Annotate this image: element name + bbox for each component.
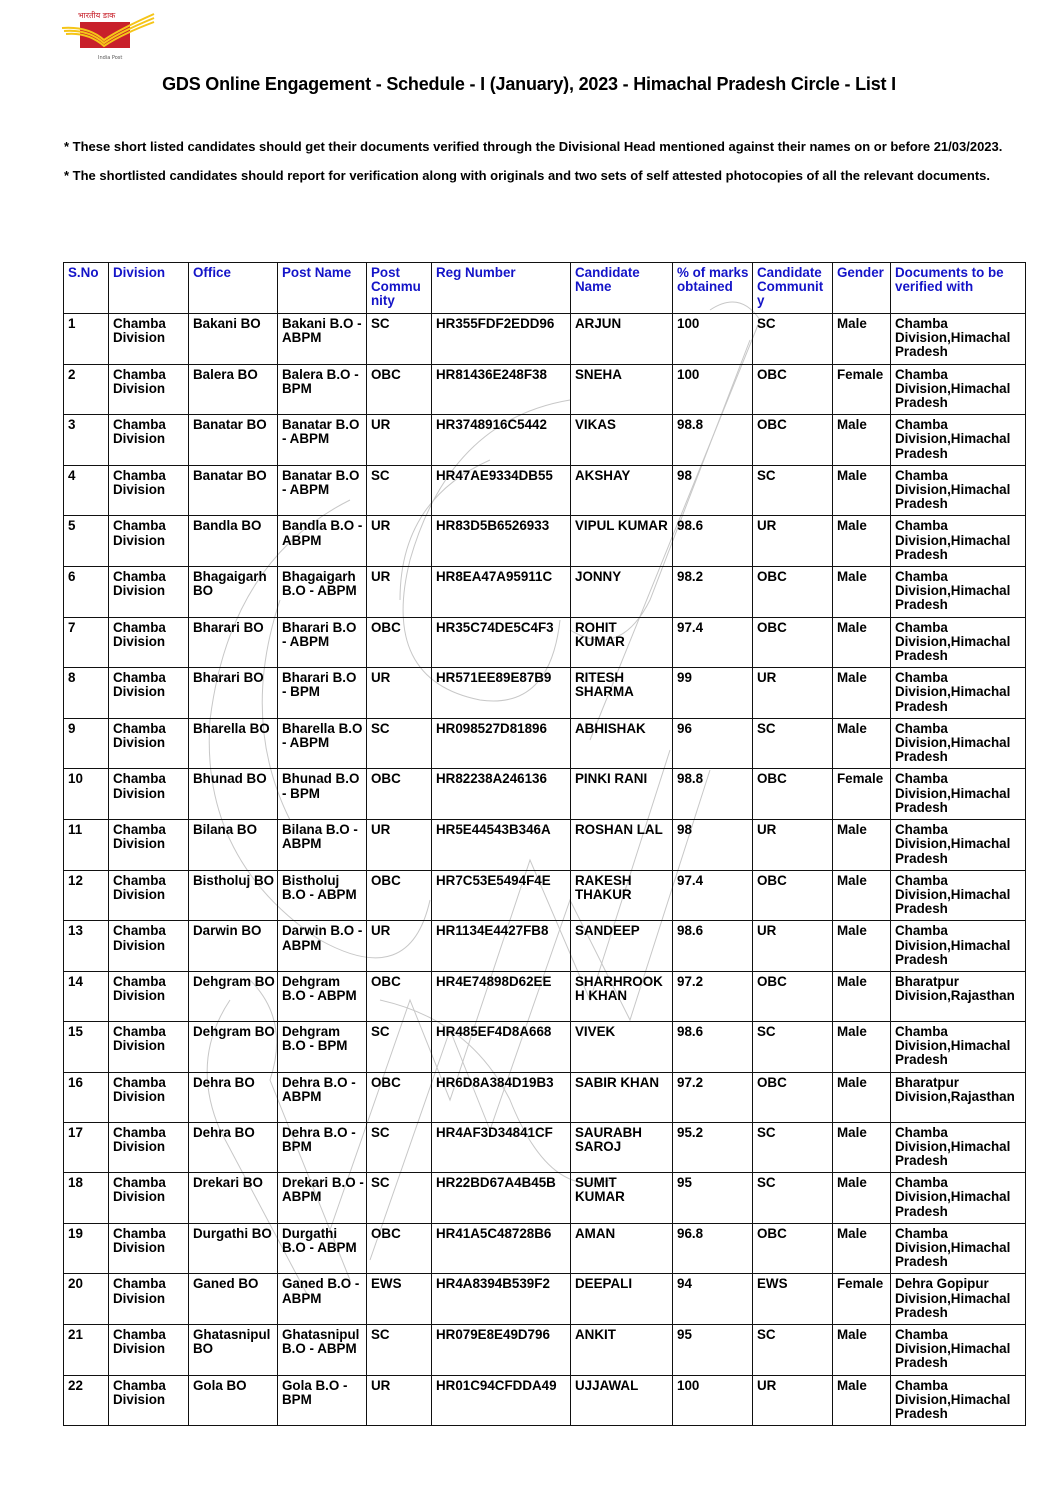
documents-verified-with-cell: Chamba Division,Himachal Pradesh bbox=[891, 1223, 1026, 1274]
candidate-community-cell: SC bbox=[753, 1173, 833, 1224]
reg-number-cell: HR3748916C5442 bbox=[432, 415, 571, 466]
instruction-note: * These short listed candidates should get their documents verified through the Divisional Head mentioned against their names on or before 21/03/2023. bbox=[64, 139, 1003, 154]
table-row bbox=[64, 567, 1026, 618]
sno-cell: 13 bbox=[64, 921, 109, 972]
sno-cell: 10 bbox=[64, 769, 109, 820]
reg-number-cell: HR485EF4D8A668 bbox=[432, 1021, 571, 1072]
table-header-row bbox=[64, 263, 1026, 314]
sno-cell: 16 bbox=[64, 1072, 109, 1122]
division-cell: Chamba Division bbox=[109, 415, 189, 466]
table-row bbox=[64, 820, 1026, 871]
division-cell: Chamba Division bbox=[109, 718, 189, 769]
post-name-cell: Dehra B.O - ABPM bbox=[278, 1072, 367, 1122]
post-name-cell: Bharella B.O - ABPM bbox=[278, 718, 367, 769]
candidate-community-cell: OBC bbox=[753, 971, 833, 1021]
post-community-cell: OBC bbox=[367, 769, 432, 820]
candidate-community-cell: OBC bbox=[753, 617, 833, 668]
post-community-cell: SC bbox=[367, 1324, 432, 1375]
sno-cell: 9 bbox=[64, 718, 109, 769]
marks-cell: 96 bbox=[673, 718, 753, 769]
instructions bbox=[64, 133, 1004, 190]
post-name-cell: Banatar B.O - ABPM bbox=[278, 415, 367, 466]
candidate-name-cell: VIVEK bbox=[571, 1021, 673, 1072]
sno-cell: 2 bbox=[64, 364, 109, 415]
candidate-community-cell: OBC bbox=[753, 567, 833, 618]
table-row bbox=[64, 769, 1026, 820]
documents-verified-with-cell: Chamba Division,Himachal Pradesh bbox=[891, 364, 1026, 415]
documents-verified-with-cell: Chamba Division,Himachal Pradesh bbox=[891, 567, 1026, 618]
reg-number-cell: HR41A5C48728B6 bbox=[432, 1223, 571, 1274]
gender-cell: Male bbox=[833, 1072, 891, 1122]
reg-number-cell: HR82238A246136 bbox=[432, 769, 571, 820]
table-row bbox=[64, 1223, 1026, 1274]
reg-number-cell: HR4A8394B539F2 bbox=[432, 1274, 571, 1325]
sno-cell: 11 bbox=[64, 820, 109, 871]
reg-number-cell: HR4E74898D62EE bbox=[432, 971, 571, 1021]
reg-number-cell: HR35C74DE5C4F3 bbox=[432, 617, 571, 668]
division-cell: Chamba Division bbox=[109, 1173, 189, 1224]
documents-verified-with-cell: Chamba Division,Himachal Pradesh bbox=[891, 921, 1026, 972]
candidate-community-cell: SC bbox=[753, 1021, 833, 1072]
gender-cell: Male bbox=[833, 971, 891, 1021]
reg-number-cell: HR8EA47A95911C bbox=[432, 567, 571, 618]
table-row bbox=[64, 870, 1026, 921]
table-row bbox=[64, 415, 1026, 466]
division-cell: Chamba Division bbox=[109, 465, 189, 516]
column-header: Documents to be verified with bbox=[891, 263, 1026, 314]
candidate-name-cell: SAURABH SAROJ bbox=[571, 1122, 673, 1173]
sno-cell: 19 bbox=[64, 1223, 109, 1274]
table-body bbox=[64, 314, 1026, 1426]
office-cell: Bhagaigarh BO bbox=[189, 567, 278, 618]
post-name-cell: Banatar B.O - ABPM bbox=[278, 465, 367, 516]
candidate-name-cell: ARJUN bbox=[571, 314, 673, 365]
table-row bbox=[64, 1375, 1026, 1426]
gender-cell: Male bbox=[833, 516, 891, 567]
post-name-cell: Drekari B.O - ABPM bbox=[278, 1173, 367, 1224]
marks-cell: 98.8 bbox=[673, 415, 753, 466]
sno-cell: 21 bbox=[64, 1324, 109, 1375]
gender-cell: Male bbox=[833, 567, 891, 618]
reg-number-cell: HR81436E248F38 bbox=[432, 364, 571, 415]
office-cell: Banatar BO bbox=[189, 465, 278, 516]
division-cell: Chamba Division bbox=[109, 1324, 189, 1375]
table-row bbox=[64, 668, 1026, 719]
post-community-cell: OBC bbox=[367, 870, 432, 921]
sno-cell: 17 bbox=[64, 1122, 109, 1173]
marks-cell: 95 bbox=[673, 1324, 753, 1375]
post-name-cell: Bandla B.O - ABPM bbox=[278, 516, 367, 567]
sno-cell: 1 bbox=[64, 314, 109, 365]
marks-cell: 98.6 bbox=[673, 1021, 753, 1072]
marks-cell: 98 bbox=[673, 820, 753, 871]
candidate-community-cell: OBC bbox=[753, 1072, 833, 1122]
marks-cell: 94 bbox=[673, 1274, 753, 1325]
candidate-community-cell: SC bbox=[753, 1122, 833, 1173]
column-header: Division bbox=[109, 263, 189, 314]
table-row bbox=[64, 314, 1026, 365]
post-community-cell: SC bbox=[367, 718, 432, 769]
column-header: Candidate Community bbox=[753, 263, 833, 314]
candidate-name-cell: DEEPALI bbox=[571, 1274, 673, 1325]
candidate-name-cell: SUMIT KUMAR bbox=[571, 1173, 673, 1224]
documents-verified-with-cell: Dehra Gopipur Division,Himachal Pradesh bbox=[891, 1274, 1026, 1325]
marks-cell: 97.2 bbox=[673, 971, 753, 1021]
candidate-name-cell: PINKI RANI bbox=[571, 769, 673, 820]
candidate-community-cell: EWS bbox=[753, 1274, 833, 1325]
post-name-cell: Darwin B.O - ABPM bbox=[278, 921, 367, 972]
sno-cell: 4 bbox=[64, 465, 109, 516]
documents-verified-with-cell: Chamba Division,Himachal Pradesh bbox=[891, 769, 1026, 820]
marks-cell: 99 bbox=[673, 668, 753, 719]
candidate-name-cell: ABHISHAK bbox=[571, 718, 673, 769]
division-cell: Chamba Division bbox=[109, 516, 189, 567]
column-header: % of marks obtained bbox=[673, 263, 753, 314]
reg-number-cell: HR22BD67A4B45B bbox=[432, 1173, 571, 1224]
gender-cell: Female bbox=[833, 1274, 891, 1325]
candidate-name-cell: VIPUL KUMAR bbox=[571, 516, 673, 567]
sno-cell: 3 bbox=[64, 415, 109, 466]
post-community-cell: SC bbox=[367, 1021, 432, 1072]
division-cell: Chamba Division bbox=[109, 1274, 189, 1325]
division-cell: Chamba Division bbox=[109, 870, 189, 921]
division-cell: Chamba Division bbox=[109, 1021, 189, 1072]
column-header: Post Community bbox=[367, 263, 432, 314]
post-name-cell: Bharari B.O - ABPM bbox=[278, 617, 367, 668]
post-community-cell: OBC bbox=[367, 1223, 432, 1274]
post-community-cell: UR bbox=[367, 668, 432, 719]
reg-number-cell: HR571EE89E87B9 bbox=[432, 668, 571, 719]
documents-verified-with-cell: Chamba Division,Himachal Pradesh bbox=[891, 617, 1026, 668]
documents-verified-with-cell: Chamba Division,Himachal Pradesh bbox=[891, 1375, 1026, 1426]
office-cell: Bandla BO bbox=[189, 516, 278, 567]
candidate-name-cell: AMAN bbox=[571, 1223, 673, 1274]
marks-cell: 97.2 bbox=[673, 1072, 753, 1122]
sno-cell: 7 bbox=[64, 617, 109, 668]
candidate-community-cell: UR bbox=[753, 1375, 833, 1426]
post-name-cell: Bilana B.O - ABPM bbox=[278, 820, 367, 871]
gender-cell: Male bbox=[833, 870, 891, 921]
gender-cell: Male bbox=[833, 1122, 891, 1173]
post-name-cell: Ghatasnipul B.O - ABPM bbox=[278, 1324, 367, 1375]
marks-cell: 100 bbox=[673, 314, 753, 365]
table-row bbox=[64, 465, 1026, 516]
column-header: S.No bbox=[64, 263, 109, 314]
reg-number-cell: HR7C53E5494F4E bbox=[432, 870, 571, 921]
column-header: Candidate Name bbox=[571, 263, 673, 314]
candidate-name-cell: SANDEEP bbox=[571, 921, 673, 972]
india-post-logo-icon bbox=[58, 6, 158, 64]
division-cell: Chamba Division bbox=[109, 364, 189, 415]
documents-verified-with-cell: Chamba Division,Himachal Pradesh bbox=[891, 870, 1026, 921]
division-cell: Chamba Division bbox=[109, 921, 189, 972]
marks-cell: 98.8 bbox=[673, 769, 753, 820]
candidate-community-cell: SC bbox=[753, 465, 833, 516]
division-cell: Chamba Division bbox=[109, 1375, 189, 1426]
marks-cell: 98.6 bbox=[673, 921, 753, 972]
post-name-cell: Bakani B.O - ABPM bbox=[278, 314, 367, 365]
division-cell: Chamba Division bbox=[109, 820, 189, 871]
post-name-cell: Gola B.O - BPM bbox=[278, 1375, 367, 1426]
post-community-cell: OBC bbox=[367, 364, 432, 415]
office-cell: Darwin BO bbox=[189, 921, 278, 972]
documents-verified-with-cell: Chamba Division,Himachal Pradesh bbox=[891, 516, 1026, 567]
office-cell: Durgathi BO bbox=[189, 1223, 278, 1274]
post-community-cell: OBC bbox=[367, 1072, 432, 1122]
reg-number-cell: HR1134E4427FB8 bbox=[432, 921, 571, 972]
division-cell: Chamba Division bbox=[109, 769, 189, 820]
table-row bbox=[64, 1122, 1026, 1173]
post-name-cell: Ganed B.O - ABPM bbox=[278, 1274, 367, 1325]
division-cell: Chamba Division bbox=[109, 1223, 189, 1274]
office-cell: Bharari BO bbox=[189, 617, 278, 668]
documents-verified-with-cell: Chamba Division,Himachal Pradesh bbox=[891, 415, 1026, 466]
post-community-cell: SC bbox=[367, 314, 432, 365]
gender-cell: Male bbox=[833, 820, 891, 871]
instruction-note: * The shortlisted candidates should report for verification along with originals and two sets of self attested photocopies of all the relevant documents. bbox=[64, 167, 991, 183]
gender-cell: Male bbox=[833, 1173, 891, 1224]
table-row bbox=[64, 718, 1026, 769]
gender-cell: Male bbox=[833, 1223, 891, 1274]
column-header: Reg Number bbox=[432, 263, 571, 314]
office-cell: Bakani BO bbox=[189, 314, 278, 365]
division-cell: Chamba Division bbox=[109, 314, 189, 365]
documents-verified-with-cell: Chamba Division,Himachal Pradesh bbox=[891, 465, 1026, 516]
office-cell: Ghatasnipul BO bbox=[189, 1324, 278, 1375]
candidate-community-cell: UR bbox=[753, 668, 833, 719]
candidate-name-cell: ROHIT KUMAR bbox=[571, 617, 673, 668]
candidate-name-cell: VIKAS bbox=[571, 415, 673, 466]
office-cell: Bilana BO bbox=[189, 820, 278, 871]
sno-cell: 12 bbox=[64, 870, 109, 921]
gender-cell: Male bbox=[833, 415, 891, 466]
column-header: Post Name bbox=[278, 263, 367, 314]
marks-cell: 98 bbox=[673, 465, 753, 516]
gender-cell: Female bbox=[833, 769, 891, 820]
office-cell: Dehgram BO bbox=[189, 971, 278, 1021]
candidate-community-cell: OBC bbox=[753, 870, 833, 921]
table-row bbox=[64, 971, 1026, 1021]
candidate-community-cell: UR bbox=[753, 921, 833, 972]
post-name-cell: Balera B.O - BPM bbox=[278, 364, 367, 415]
office-cell: Dehra BO bbox=[189, 1072, 278, 1122]
marks-cell: 100 bbox=[673, 1375, 753, 1426]
marks-cell: 95 bbox=[673, 1173, 753, 1224]
marks-cell: 97.4 bbox=[673, 617, 753, 668]
table-row bbox=[64, 1274, 1026, 1325]
office-cell: Bistholuj BO bbox=[189, 870, 278, 921]
office-cell: Bhunad BO bbox=[189, 769, 278, 820]
candidate-name-cell: ROSHAN LAL bbox=[571, 820, 673, 871]
marks-cell: 100 bbox=[673, 364, 753, 415]
office-cell: Gola BO bbox=[189, 1375, 278, 1426]
post-name-cell: Bhagaigarh B.O - ABPM bbox=[278, 567, 367, 618]
candidate-community-cell: UR bbox=[753, 820, 833, 871]
candidate-name-cell: AKSHAY bbox=[571, 465, 673, 516]
office-cell: Bharella BO bbox=[189, 718, 278, 769]
post-community-cell: UR bbox=[367, 820, 432, 871]
office-cell: Balera BO bbox=[189, 364, 278, 415]
post-community-cell: UR bbox=[367, 921, 432, 972]
gender-cell: Male bbox=[833, 1021, 891, 1072]
table-row bbox=[64, 1021, 1026, 1072]
candidate-name-cell: SNEHA bbox=[571, 364, 673, 415]
sno-cell: 15 bbox=[64, 1021, 109, 1072]
candidate-name-cell: UJJAWAL bbox=[571, 1375, 673, 1426]
post-community-cell: SC bbox=[367, 1173, 432, 1224]
sno-cell: 6 bbox=[64, 567, 109, 618]
documents-verified-with-cell: Bharatpur Division,Rajasthan bbox=[891, 971, 1026, 1021]
candidate-name-cell: JONNY bbox=[571, 567, 673, 618]
post-name-cell: Dehgram B.O - ABPM bbox=[278, 971, 367, 1021]
table-row bbox=[64, 921, 1026, 972]
logo-hindi-text: भारतीय डाक bbox=[78, 11, 116, 20]
gender-cell: Male bbox=[833, 314, 891, 365]
post-community-cell: EWS bbox=[367, 1274, 432, 1325]
marks-cell: 98.2 bbox=[673, 567, 753, 618]
post-name-cell: Bharari B.O - BPM bbox=[278, 668, 367, 719]
post-community-cell: SC bbox=[367, 465, 432, 516]
sno-cell: 18 bbox=[64, 1173, 109, 1224]
reg-number-cell: HR01C94CFDDA49 bbox=[432, 1375, 571, 1426]
post-name-cell: Durgathi B.O - ABPM bbox=[278, 1223, 367, 1274]
marks-cell: 95.2 bbox=[673, 1122, 753, 1173]
post-community-cell: SC bbox=[367, 1122, 432, 1173]
gender-cell: Male bbox=[833, 1375, 891, 1426]
sno-cell: 22 bbox=[64, 1375, 109, 1426]
table-row bbox=[64, 364, 1026, 415]
gender-cell: Male bbox=[833, 1324, 891, 1375]
candidate-name-cell: RITESH SHARMA bbox=[571, 668, 673, 719]
division-cell: Chamba Division bbox=[109, 617, 189, 668]
sno-cell: 8 bbox=[64, 668, 109, 719]
post-community-cell: OBC bbox=[367, 971, 432, 1021]
sno-cell: 5 bbox=[64, 516, 109, 567]
post-community-cell: UR bbox=[367, 567, 432, 618]
candidate-name-cell: SABIR KHAN bbox=[571, 1072, 673, 1122]
column-header: Office bbox=[189, 263, 278, 314]
reg-number-cell: HR4AF3D34841CF bbox=[432, 1122, 571, 1173]
gender-cell: Male bbox=[833, 617, 891, 668]
division-cell: Chamba Division bbox=[109, 668, 189, 719]
division-cell: Chamba Division bbox=[109, 971, 189, 1021]
post-name-cell: Dehra B.O - BPM bbox=[278, 1122, 367, 1173]
marks-cell: 98.6 bbox=[673, 516, 753, 567]
division-cell: Chamba Division bbox=[109, 1122, 189, 1173]
page-title: GDS Online Engagement - Schedule - I (January), 2023 - Himachal Pradesh Circle - List I bbox=[162, 74, 896, 94]
office-cell: Ganed BO bbox=[189, 1274, 278, 1325]
office-cell: Dehgram BO bbox=[189, 1021, 278, 1072]
candidate-community-cell: OBC bbox=[753, 415, 833, 466]
reg-number-cell: HR6D8A384D19B3 bbox=[432, 1072, 571, 1122]
reg-number-cell: HR355FDF2EDD96 bbox=[432, 314, 571, 365]
candidate-community-cell: OBC bbox=[753, 1223, 833, 1274]
documents-verified-with-cell: Chamba Division,Himachal Pradesh bbox=[891, 1173, 1026, 1224]
gender-cell: Male bbox=[833, 718, 891, 769]
documents-verified-with-cell: Chamba Division,Himachal Pradesh bbox=[891, 820, 1026, 871]
gender-cell: Male bbox=[833, 465, 891, 516]
table-row bbox=[64, 617, 1026, 668]
post-name-cell: Bhunad B.O - BPM bbox=[278, 769, 367, 820]
office-cell: Dehra BO bbox=[189, 1122, 278, 1173]
logo-english-text: India Post bbox=[98, 55, 123, 61]
gender-cell: Female bbox=[833, 364, 891, 415]
reg-number-cell: HR47AE9334DB55 bbox=[432, 465, 571, 516]
column-header: Gender bbox=[833, 263, 891, 314]
reg-number-cell: HR83D5B6526933 bbox=[432, 516, 571, 567]
candidate-name-cell: SHARHROOKH KHAN bbox=[571, 971, 673, 1021]
division-cell: Chamba Division bbox=[109, 567, 189, 618]
post-community-cell: UR bbox=[367, 1375, 432, 1426]
reg-number-cell: HR5E44543B346A bbox=[432, 820, 571, 871]
marks-cell: 96.8 bbox=[673, 1223, 753, 1274]
documents-verified-with-cell: Chamba Division,Himachal Pradesh bbox=[891, 1324, 1026, 1375]
division-cell: Chamba Division bbox=[109, 1072, 189, 1122]
documents-verified-with-cell: Bharatpur Division,Rajasthan bbox=[891, 1072, 1026, 1122]
candidate-community-cell: UR bbox=[753, 516, 833, 567]
table-row bbox=[64, 1173, 1026, 1224]
gender-cell: Male bbox=[833, 668, 891, 719]
table-row bbox=[64, 1324, 1026, 1375]
documents-verified-with-cell: Chamba Division,Himachal Pradesh bbox=[891, 1021, 1026, 1072]
reg-number-cell: HR079E8E49D796 bbox=[432, 1324, 571, 1375]
post-community-cell: UR bbox=[367, 516, 432, 567]
documents-verified-with-cell: Chamba Division,Himachal Pradesh bbox=[891, 718, 1026, 769]
gender-cell: Male bbox=[833, 921, 891, 972]
sno-cell: 20 bbox=[64, 1274, 109, 1325]
post-name-cell: Bistholuj B.O - ABPM bbox=[278, 870, 367, 921]
candidates-table bbox=[63, 262, 1026, 1426]
post-name-cell: Dehgram B.O - BPM bbox=[278, 1021, 367, 1072]
post-community-cell: UR bbox=[367, 415, 432, 466]
candidate-community-cell: SC bbox=[753, 1324, 833, 1375]
office-cell: Drekari BO bbox=[189, 1173, 278, 1224]
candidate-community-cell: OBC bbox=[753, 769, 833, 820]
sno-cell: 14 bbox=[64, 971, 109, 1021]
candidate-community-cell: SC bbox=[753, 314, 833, 365]
marks-cell: 97.4 bbox=[673, 870, 753, 921]
documents-verified-with-cell: Chamba Division,Himachal Pradesh bbox=[891, 1122, 1026, 1173]
reg-number-cell: HR098527D81896 bbox=[432, 718, 571, 769]
candidate-name-cell: RAKESH THAKUR bbox=[571, 870, 673, 921]
table-row bbox=[64, 1072, 1026, 1122]
office-cell: Banatar BO bbox=[189, 415, 278, 466]
candidate-name-cell: ANKIT bbox=[571, 1324, 673, 1375]
documents-verified-with-cell: Chamba Division,Himachal Pradesh bbox=[891, 314, 1026, 365]
candidate-community-cell: SC bbox=[753, 718, 833, 769]
post-community-cell: OBC bbox=[367, 617, 432, 668]
documents-verified-with-cell: Chamba Division,Himachal Pradesh bbox=[891, 668, 1026, 719]
candidate-community-cell: OBC bbox=[753, 364, 833, 415]
office-cell: Bharari BO bbox=[189, 668, 278, 719]
table-row bbox=[64, 516, 1026, 567]
